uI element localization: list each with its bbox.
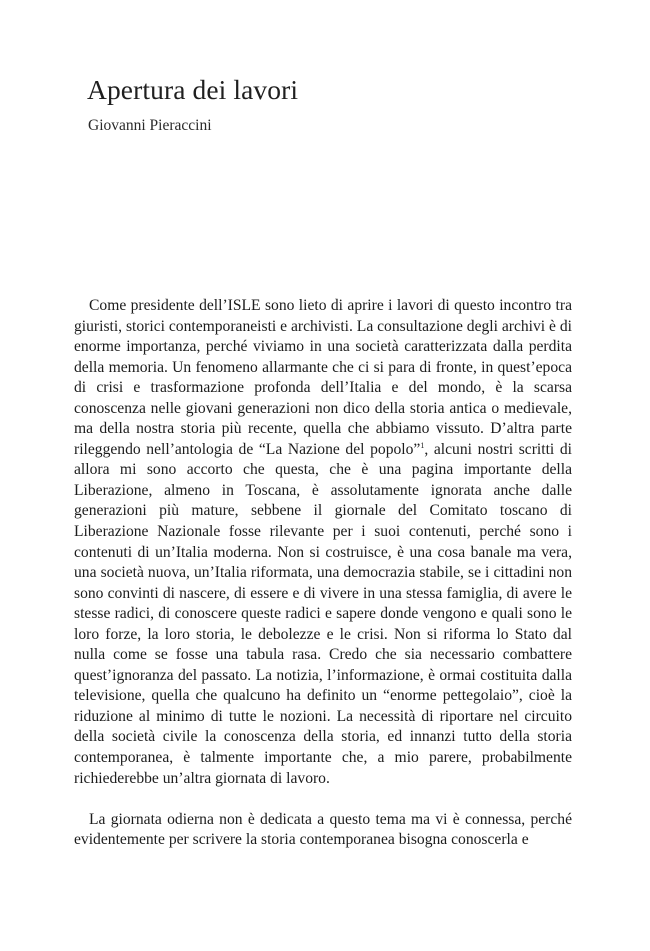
body-text (74, 296, 572, 851)
paragraph-1 (74, 296, 572, 789)
paragraph-1-part-a: Come presidente dell’ISLE sono lieto di aprire i lavori di questo incontro tra giuristi, storici contemporaneisti e archivisti. La consultazione degli archivi è di enorme importanza, perché viviamo in una società caratterizzata dalla perdita della memoria. Un fenomeno allarmante che ci si para di fronte, in quest’epoca di crisi e trasformazione profonda dell’Italia e del mondo, è la scarsa conoscenza nelle giovani generazioni non dico della storia antica o medievale, ma della nostra storia più recente, quella che abbiamo vissuto. D’altra parte rileggendo nell’antologia de “La Nazione del popolo” (74, 297, 572, 458)
chapter-title: Apertura dei lavori (87, 74, 299, 105)
paragraph-2: La giornata odierna non è dedicata a questo tema ma vi è connessa, perché evidentemente per scrivere la storia contemporanea bisogna conoscerla e (74, 810, 572, 849)
paragraph-1-part-b: , alcuni nostri scritti di allora mi sono accorto che questa, che è una pagina importante della Liberazione, almeno in Toscana, è assolutamente ignorata anche dalle generazioni più mature, sebbene il giornale del Comitato toscano di Liberazione Nazionale fosse rilevante per i suoi contenuti, perché sono i contenuti di un’Italia moderna. Non si costruisce, è una cosa banale ma vera, una società nuova, un’Italia riformata, una democrazia stabile, se i cittadini non sono convinti di nascere, di essere e di vivere in una stessa famiglia, di avere le stesse radici, di conoscere queste radici e sapere donde vengono e quali sono le loro forze, la loro storia, le debolezze e le crisi. Non si riforma lo Stato dal nulla come se fosse una tabula rasa. Credo che sia necessario combattere quest’ignoranza del passato. La notizia, l’informazione, è ormai costituita dalla televisione, quella che qualcuno ha definito un “enorme pettegolaio”, cioè la riduzione al minimo di tutte le nozioni. La necessità di riportare nel circuito della società civile la conoscenza della storia, ed innanzi tutto della storia contemporanea, è talmente importante che, a mio parere, probabilmente richiederebbe un’altra giornata di lavoro. (74, 440, 572, 787)
author-name: Giovanni Pieraccini (88, 117, 212, 134)
footnote-reference[interactable]: 1 (420, 440, 425, 450)
